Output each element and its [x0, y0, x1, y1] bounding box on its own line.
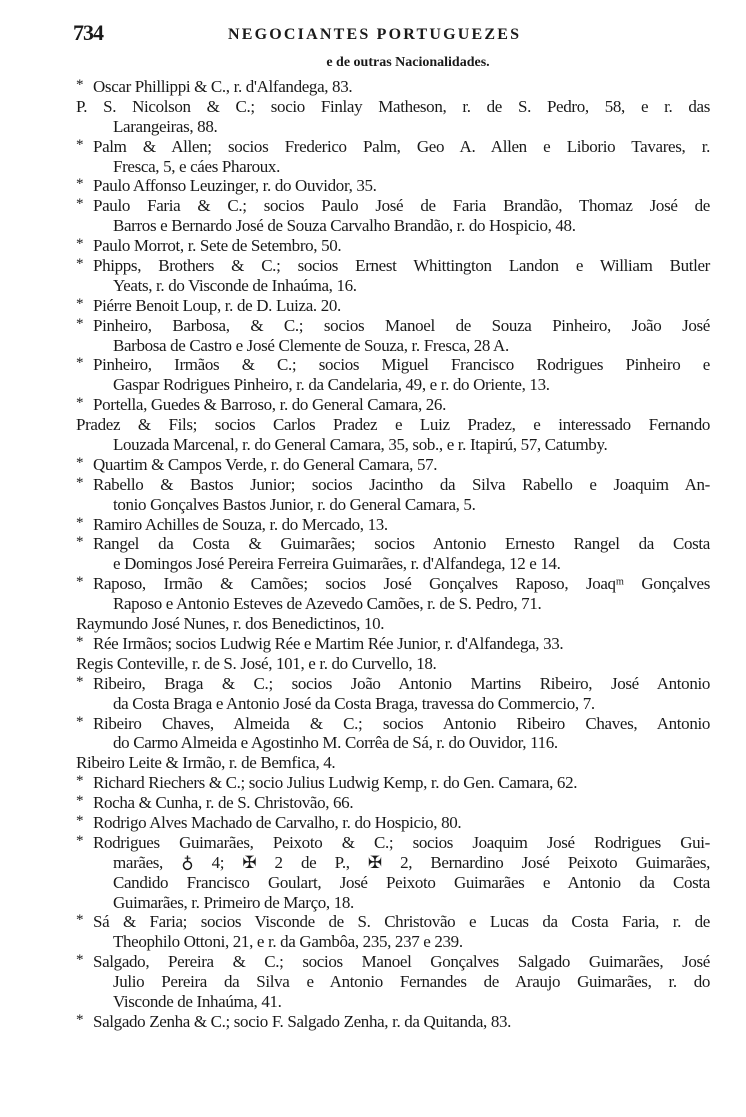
entry-text: Sá & Faria; socios Visconde de S. Christovão e Lucas da Costa Faria, r. de	[93, 912, 710, 932]
entry-line	[76, 992, 710, 1012]
asterisk-marker: *	[76, 474, 84, 491]
entry-line	[76, 574, 710, 594]
entry-text: Julio Pereira da Silva e Antonio Fernandes de Araujo Guimarães, r. do	[113, 972, 710, 992]
entry-text: Ribeiro Chaves, Almeida & C.; socios Antonio Ribeiro Chaves, Antonio	[93, 713, 710, 733]
entry-text: marães, ♁ 4; ✠ 2 de P., ✠ 2, Bernardino José Peixoto Guimarães,	[113, 852, 710, 872]
entry-text: Salgado, Pereira & C.; socios Manoel Gonçalves Salgado Guimarães, José	[93, 952, 710, 972]
entry-line	[76, 813, 710, 833]
directory-entry	[76, 912, 710, 952]
directory-entry	[76, 296, 710, 316]
entry-line	[76, 972, 710, 992]
asterisk-marker: *	[76, 773, 84, 790]
entry-text: Ribeiro, Braga & C.; socios João Antonio Martins Ribeiro, José Antonio	[93, 673, 710, 693]
asterisk-marker: *	[76, 514, 84, 531]
entry-text: Rangel da Costa & Guimarães; socios Antonio Ernesto Rangel da Costa	[93, 534, 710, 554]
directory-entry	[76, 714, 710, 754]
entry-line	[76, 176, 710, 196]
entry-line	[76, 932, 710, 952]
entry-text: Raposo e Antonio Esteves de Azevedo Camões, r. de S. Pedro, 71.	[113, 594, 542, 614]
directory-entry	[76, 614, 710, 634]
asterisk-marker: *	[76, 1011, 84, 1028]
asterisk-marker: *	[76, 713, 84, 730]
entry-text: Visconde de Inhaúma, 41.	[113, 991, 282, 1011]
directory-entry	[76, 196, 710, 236]
entry-line	[76, 77, 710, 97]
entry-line	[76, 554, 710, 574]
entry-line	[76, 336, 710, 356]
asterisk-marker: *	[76, 295, 84, 312]
asterisk-marker: *	[76, 77, 84, 93]
asterisk-marker: *	[76, 395, 84, 412]
directory-entry	[76, 415, 710, 455]
entry-line	[76, 375, 710, 395]
entry-line	[76, 196, 710, 216]
entry-text: e Domingos José Pereira Ferreira Guimarães, r. d'Alfandega, 12 e 14.	[113, 554, 561, 574]
directory-entry	[76, 753, 710, 773]
entry-line	[76, 773, 710, 793]
entry-line	[76, 117, 710, 137]
entry-line	[76, 873, 710, 893]
entry-line	[76, 753, 710, 773]
entry-text: Phipps, Brothers & C.; socios Ernest Whittington Landon e William Butler	[93, 256, 710, 276]
running-title: NEGOCIANTES PORTUGUEZES	[228, 26, 522, 43]
entry-line	[76, 634, 710, 654]
entry-line	[76, 97, 710, 117]
asterisk-marker: *	[76, 793, 84, 810]
asterisk-marker: *	[76, 952, 84, 969]
entry-text: da Costa Braga e Antonio José da Costa Braga, travessa do Commercio, 7.	[113, 693, 595, 713]
directory-entry	[76, 773, 710, 793]
entry-text: Portella, Guedes & Barroso, r. do General Camara, 26.	[93, 395, 446, 415]
entry-text: Pradez & Fils; socios Carlos Pradez e Luiz Pradez, e interessado Fernando	[76, 415, 710, 435]
entry-text: Fresca, 5, e cáes Pharoux.	[113, 156, 280, 176]
entry-line	[76, 515, 710, 535]
directory-entry	[76, 813, 710, 833]
entry-line	[76, 316, 710, 336]
entry-text: tonio Gonçalves Bastos Junior, r. do General Camara, 5.	[113, 494, 476, 514]
entry-line	[76, 694, 710, 714]
directory-entry	[76, 475, 710, 515]
entry-text: Paulo Affonso Leuzinger, r. do Ouvidor, 35.	[93, 176, 377, 196]
asterisk-marker: *	[76, 256, 84, 273]
asterisk-marker: *	[76, 832, 84, 849]
directory-entry	[76, 515, 710, 535]
directory-entry	[76, 534, 710, 574]
directory-entry	[76, 77, 710, 97]
entry-text: Rée Irmãos; socios Ludwig Rée e Martim Rée Junior, r. d'Alfandega, 33.	[93, 633, 564, 653]
asterisk-marker: *	[76, 812, 84, 829]
entry-text: Rocha & Cunha, r. de S. Christovão, 66.	[93, 793, 354, 813]
entry-line	[76, 833, 710, 853]
entry-text: Salgado Zenha & C.; socio F. Salgado Zenha, r. da Quitanda, 83.	[93, 1011, 512, 1031]
entry-text: Raposo, Irmão & Camões; socios José Gonçalves Raposo, Joaqᵐ Gonçalves	[93, 574, 710, 594]
entry-text: Rabello & Bastos Junior; socios Jacintho da Silva Rabello e Joaquim An-	[93, 474, 710, 494]
entry-line	[76, 137, 710, 157]
directory-entry	[76, 256, 710, 296]
entry-text: Yeats, r. do Visconde de Inhaúma, 16.	[113, 275, 357, 295]
entry-text: Barbosa de Castro e José Clemente de Souza, r. Fresca, 28 A.	[113, 335, 509, 355]
entry-line	[76, 853, 710, 873]
directory-entry	[76, 793, 710, 813]
entry-text: Ribeiro Leite & Irmão, r. de Bemfica, 4.	[76, 753, 336, 773]
directory-entries	[76, 77, 710, 1032]
entry-line	[76, 714, 710, 734]
entry-text: Ramiro Achilles de Souza, r. do Mercado, 13.	[93, 514, 388, 534]
entry-text: Regis Conteville, r. de S. José, 101, e r. do Curvello, 18.	[76, 653, 437, 673]
asterisk-marker: *	[76, 673, 84, 690]
entry-line	[76, 654, 710, 674]
entry-text: Guimarães, r. Primeiro de Março, 18.	[113, 892, 354, 912]
asterisk-marker: *	[76, 633, 84, 650]
asterisk-marker: *	[76, 534, 84, 551]
entry-line	[76, 157, 710, 177]
entry-line	[76, 1012, 710, 1032]
directory-entry	[76, 236, 710, 256]
directory-entry	[76, 574, 710, 614]
entry-line	[76, 893, 710, 913]
directory-entry	[76, 395, 710, 415]
entry-line	[76, 793, 710, 813]
entry-line	[76, 594, 710, 614]
entry-text: Theophilo Ottoni, 21, e r. da Gambôa, 235, 237 e 239.	[113, 932, 463, 952]
entry-text: Piérre Benoit Loup, r. de D. Luiza. 20.	[93, 295, 341, 315]
directory-entry	[76, 654, 710, 674]
directory-entry	[76, 1012, 710, 1032]
entry-text: P. S. Nicolson & C.; socio Finlay Matheson, r. de S. Pedro, 58, e r. das	[76, 96, 710, 116]
entry-line	[76, 276, 710, 296]
entry-line	[76, 614, 710, 634]
running-subtitle: e de outras Nacionalidades.	[326, 55, 490, 70]
asterisk-marker: *	[76, 315, 84, 332]
entry-text: Pinheiro, Irmãos & C.; socios Miguel Francisco Rodrigues Pinheiro e	[93, 355, 710, 375]
entry-line	[76, 912, 710, 932]
entry-line	[76, 534, 710, 554]
asterisk-marker: *	[76, 136, 84, 153]
asterisk-marker: *	[76, 176, 84, 193]
entry-line	[76, 236, 710, 256]
entry-text: Pinheiro, Barbosa, & C.; socios Manoel de Souza Pinheiro, João José	[93, 315, 710, 335]
entry-text: Oscar Phillippi & C., r. d'Alfandega, 83.	[93, 77, 353, 96]
directory-entry	[76, 355, 710, 395]
entry-text: Quartim & Campos Verde, r. do General Camara, 57.	[93, 454, 438, 474]
entry-text: Paulo Morrot, r. Sete de Setembro, 50.	[93, 236, 342, 256]
asterisk-marker: *	[76, 574, 84, 591]
entry-text: Rodrigo Alves Machado de Carvalho, r. do Hospicio, 80.	[93, 812, 462, 832]
directory-entry	[76, 137, 710, 177]
entry-text: Paulo Faria & C.; socios Paulo José de Faria Brandão, Thomaz José de	[93, 196, 710, 216]
directory-entry	[76, 952, 710, 1012]
asterisk-marker: *	[76, 355, 84, 372]
entry-text: Larangeiras, 88.	[113, 116, 218, 136]
directory-entry	[76, 97, 710, 137]
entry-line	[76, 455, 710, 475]
directory-entry	[76, 176, 710, 196]
entry-line	[76, 952, 710, 972]
entry-line	[76, 435, 710, 455]
directory-entry	[76, 455, 710, 475]
asterisk-marker: *	[76, 454, 84, 471]
entry-line	[76, 296, 710, 316]
asterisk-marker: *	[76, 236, 84, 253]
directory-entry	[76, 634, 710, 654]
entry-text: Raymundo José Nunes, r. dos Benedictinos, 10.	[76, 614, 385, 634]
entry-text: Louzada Marcenal, r. do General Camara, 35, sob., e r. Itapirú, 57, Catumby.	[113, 435, 608, 455]
entry-line	[76, 733, 710, 753]
entry-line	[76, 395, 710, 415]
entry-text: Candido Francisco Goulart, José Peixoto Guimarães e Antonio da Costa	[113, 872, 710, 892]
entry-text: Palm & Allen; socios Frederico Palm, Geo A. Allen e Liborio Tavares, r.	[93, 136, 710, 156]
entry-text: Richard Riechers & C.; socio Julius Ludwig Kemp, r. do Gen. Camara, 62.	[93, 773, 578, 793]
entry-line	[76, 674, 710, 694]
entry-text: Rodrigues Guimarães, Peixoto & C.; socios Joaquim José Rodrigues Gui-	[93, 832, 710, 852]
entry-line	[76, 415, 710, 435]
directory-entry	[76, 833, 710, 913]
entry-text: do Carmo Almeida e Agostinho M. Corrêa de Sá, r. do Ouvidor, 116.	[113, 733, 558, 753]
asterisk-marker: *	[76, 912, 84, 929]
entry-line	[76, 475, 710, 495]
directory-entry	[76, 316, 710, 356]
entry-text: Gaspar Rodrigues Pinheiro, r. da Candelaria, 49, e r. do Oriente, 13.	[113, 375, 550, 395]
page-number: 734	[73, 20, 103, 45]
asterisk-marker: *	[76, 196, 84, 213]
entry-line	[76, 256, 710, 276]
directory-entry	[76, 674, 710, 714]
entry-text: Barros e Bernardo José de Souza Carvalho Brandão, r. do Hospicio, 48.	[113, 216, 576, 236]
entry-line	[76, 216, 710, 236]
entry-line	[76, 495, 710, 515]
entry-line	[76, 355, 710, 375]
